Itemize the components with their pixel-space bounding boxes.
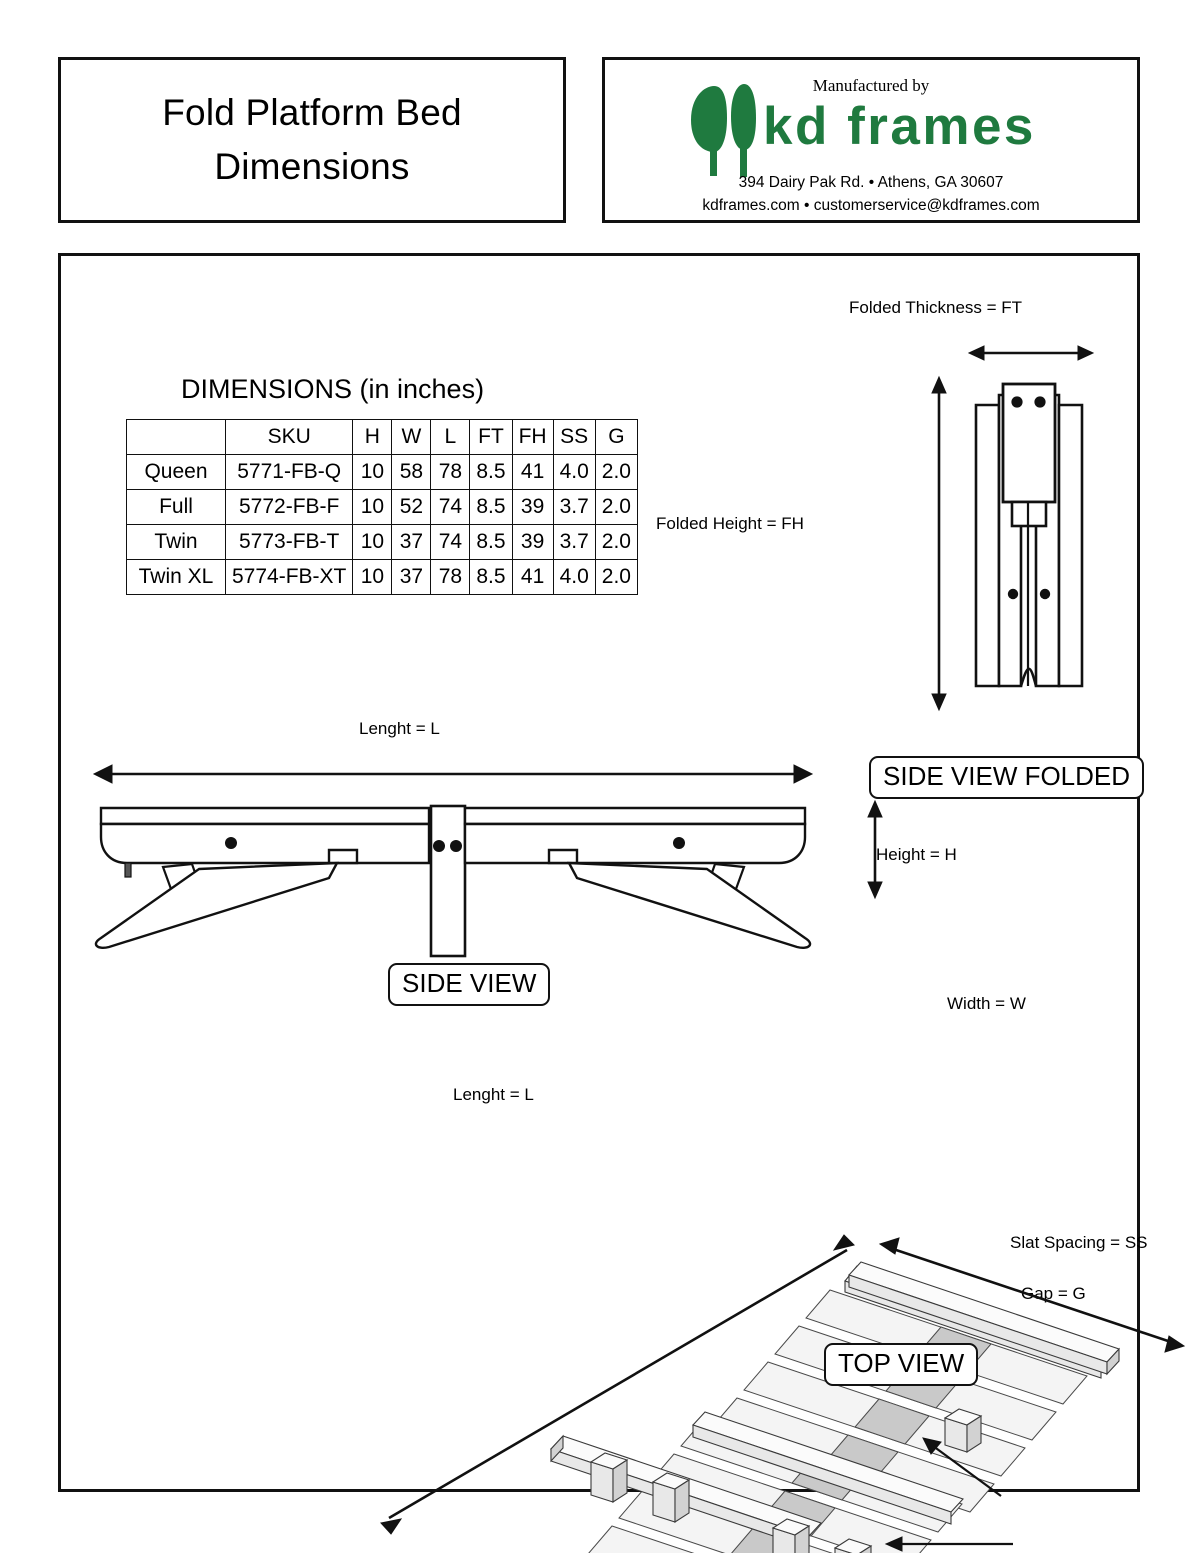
col-header-ss: SS: [553, 420, 595, 455]
cell-name: Twin XL: [127, 560, 226, 595]
cell-ft: 8.5: [470, 490, 512, 525]
side-view-folded-caption: SIDE VIEW FOLDED: [869, 756, 1144, 799]
address-line-2: kdframes.com • customerservice@kdframes.com: [702, 197, 1040, 214]
col-header-name: [127, 420, 226, 455]
cell-ss: 4.0: [553, 455, 595, 490]
cell-h: 10: [353, 560, 392, 595]
table-header-row: [127, 420, 638, 455]
cell-name: Full: [127, 490, 226, 525]
table-row: [127, 560, 638, 595]
col-header-w: W: [392, 420, 431, 455]
cell-h: 10: [353, 490, 392, 525]
cell-fh: 39: [512, 525, 553, 560]
col-header-g: G: [595, 420, 637, 455]
page-title-line-1: Fold Platform Bed: [162, 92, 462, 134]
side-view-folded-drawing: [821, 331, 1121, 761]
col-header-h: H: [353, 420, 392, 455]
cell-h: 10: [353, 455, 392, 490]
cell-w: 58: [392, 455, 431, 490]
top-view-length-label: Lenght = L: [453, 1085, 534, 1104]
top-view-drawing: [301, 966, 1161, 1496]
length-dimension-arrow: [94, 765, 812, 783]
cell-w: 37: [392, 525, 431, 560]
top-view-caption: TOP VIEW: [824, 1343, 978, 1386]
cell-w: 52: [392, 490, 431, 525]
cell-g: 2.0: [595, 455, 637, 490]
folded-height-label: Folded Height = FH: [656, 514, 804, 533]
fh-dimension-arrow: [932, 377, 946, 710]
cell-l: 78: [431, 560, 470, 595]
cell-fh: 39: [512, 490, 553, 525]
cell-sku: 5771-FB-Q: [226, 455, 353, 490]
cell-ss: 3.7: [553, 525, 595, 560]
side-view-height-label: Height = H: [876, 845, 957, 864]
col-header-fh: FH: [512, 420, 553, 455]
cell-l: 78: [431, 455, 470, 490]
dimensions-heading: DIMENSIONS (in inches): [181, 374, 485, 404]
folded-thickness-label: Folded Thickness = FT: [849, 298, 1023, 317]
cell-sku: 5772-FB-F: [226, 490, 353, 525]
cell-ss: 4.0: [553, 560, 595, 595]
gap-label: Gap = G: [1021, 1284, 1086, 1303]
page-title-line-2: Dimensions: [214, 146, 410, 187]
address-line-1: 394 Dairy Pak Rd. • Athens, GA 30607: [738, 174, 1004, 191]
cell-h: 10: [353, 525, 392, 560]
cell-ss: 3.7: [553, 490, 595, 525]
cell-ft: 8.5: [470, 455, 512, 490]
document-title-box: [58, 57, 566, 223]
cell-fh: 41: [512, 455, 553, 490]
slat-spacing-label: Slat Spacing = SS: [1010, 1233, 1148, 1252]
cell-ft: 8.5: [470, 525, 512, 560]
cell-g: 2.0: [595, 490, 637, 525]
cell-fh: 41: [512, 560, 553, 595]
col-header-ft: FT: [470, 420, 512, 455]
cell-ft: 8.5: [470, 560, 512, 595]
drawing-frame: [58, 253, 1148, 1492]
cell-name: Queen: [127, 455, 226, 490]
manufacturer-logo-box: [602, 57, 1140, 223]
side-view-drawing: [79, 751, 889, 936]
cell-sku: 5773-FB-T: [226, 525, 353, 560]
cell-g: 2.0: [595, 525, 637, 560]
top-view-width-label: Width = W: [947, 994, 1026, 1013]
dimensions-table: [126, 419, 638, 595]
manufactured-by-label: Manufactured by: [812, 76, 930, 95]
cell-l: 74: [431, 525, 470, 560]
side-view-caption: SIDE VIEW: [388, 963, 550, 1006]
cell-g: 2.0: [595, 560, 637, 595]
cell-w: 37: [392, 560, 431, 595]
table-row: [127, 525, 638, 560]
brand-name: kd frames: [763, 97, 1036, 156]
col-header-l: L: [431, 420, 470, 455]
ft-dimension-arrow: [969, 346, 1093, 360]
cell-sku: 5774-FB-XT: [226, 560, 353, 595]
table-row: [127, 455, 638, 490]
table-row: [127, 490, 638, 525]
cell-name: Twin: [127, 525, 226, 560]
tree-icon: [683, 82, 761, 182]
col-header-sku: SKU: [226, 420, 353, 455]
side-view-length-label: Lenght = L: [359, 719, 440, 738]
cell-l: 74: [431, 490, 470, 525]
height-dimension-arrow: [868, 801, 882, 898]
